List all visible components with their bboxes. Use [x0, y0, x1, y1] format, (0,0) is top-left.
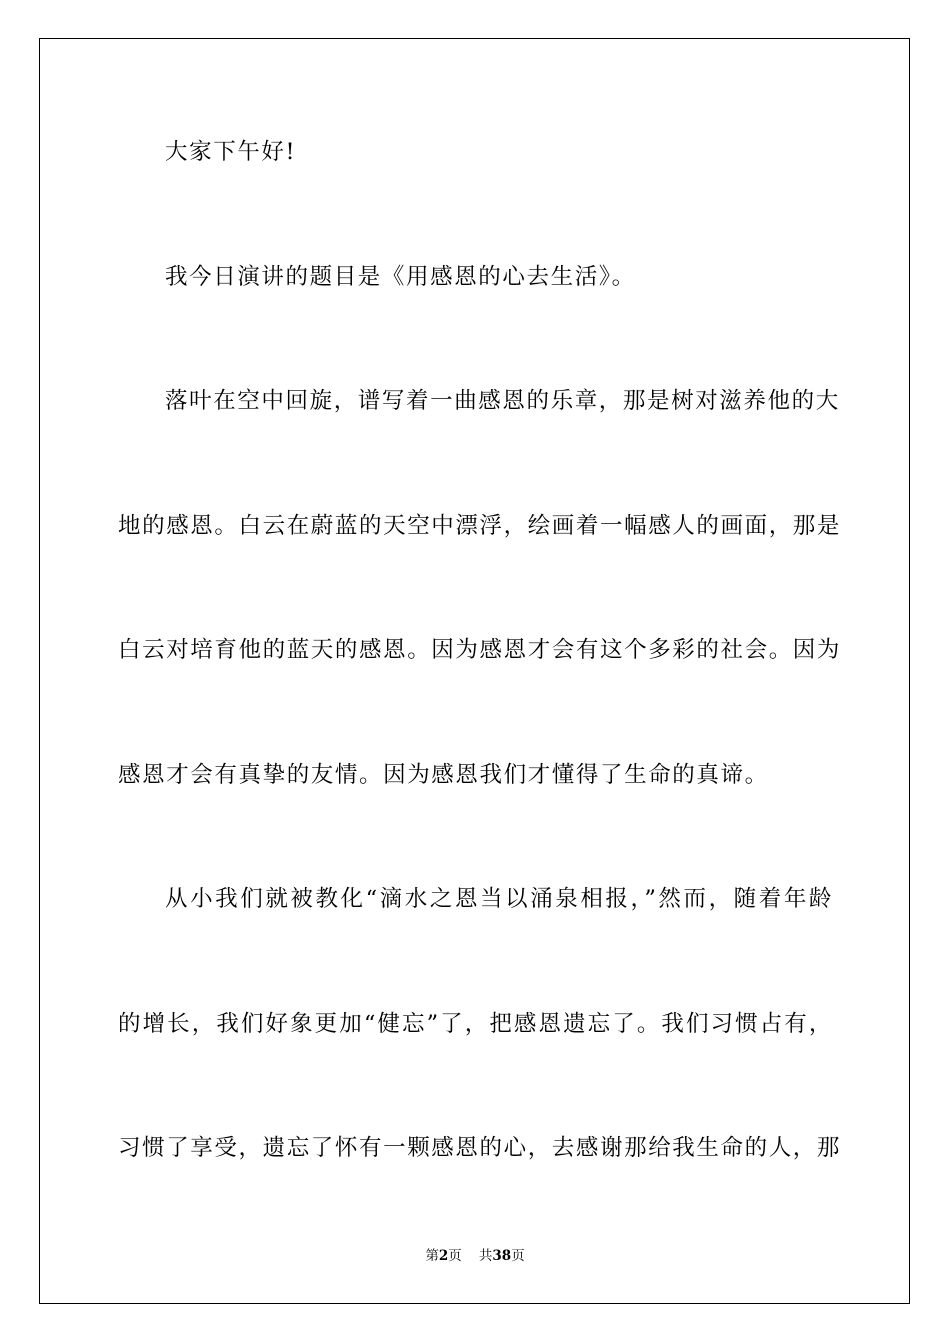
- paragraph-line: 白云对培育他的蓝天的感恩。因为感恩才会有这个多彩的社会。因为: [118, 637, 842, 663]
- total-suffix: 页: [511, 1248, 525, 1264]
- paragraph-line: 大家下午好!: [165, 139, 297, 165]
- total-prefix: 共: [478, 1248, 493, 1264]
- paragraph-line: 从小我们就被教化“滴水之恩当以涌泉相报，”然而，随着年龄: [165, 886, 833, 912]
- current-page-number: 2: [438, 1248, 449, 1264]
- page-prefix: 第: [425, 1248, 439, 1264]
- paragraph-line: 的增长，我们好象更加“健忘”了，把感恩遗忘了。我们习惯占有，: [118, 1011, 833, 1037]
- page-border: [39, 38, 910, 1304]
- paragraph-line: 落叶在空中回旋，谱写着一曲感恩的乐章，那是树对滋养他的大: [165, 388, 840, 414]
- paragraph-line: 习惯了享受，遗忘了怀有一颗感恩的心，去感谢那给我生命的人，那: [118, 1135, 842, 1161]
- paragraph-line: 我今日演讲的题目是《用感恩的心去生活》。: [165, 264, 636, 290]
- page-footer: [0, 1247, 950, 1265]
- total-page-count: 38: [492, 1248, 512, 1264]
- page-suffix: 页: [448, 1248, 462, 1264]
- paragraph-line: 感恩才会有真挚的友情。因为感恩我们才懂得了生命的真谛。: [118, 762, 769, 788]
- paragraph-line: 地的感恩。白云在蔚蓝的天空中漂浮，绘画着一幅感人的画面，那是: [118, 513, 842, 539]
